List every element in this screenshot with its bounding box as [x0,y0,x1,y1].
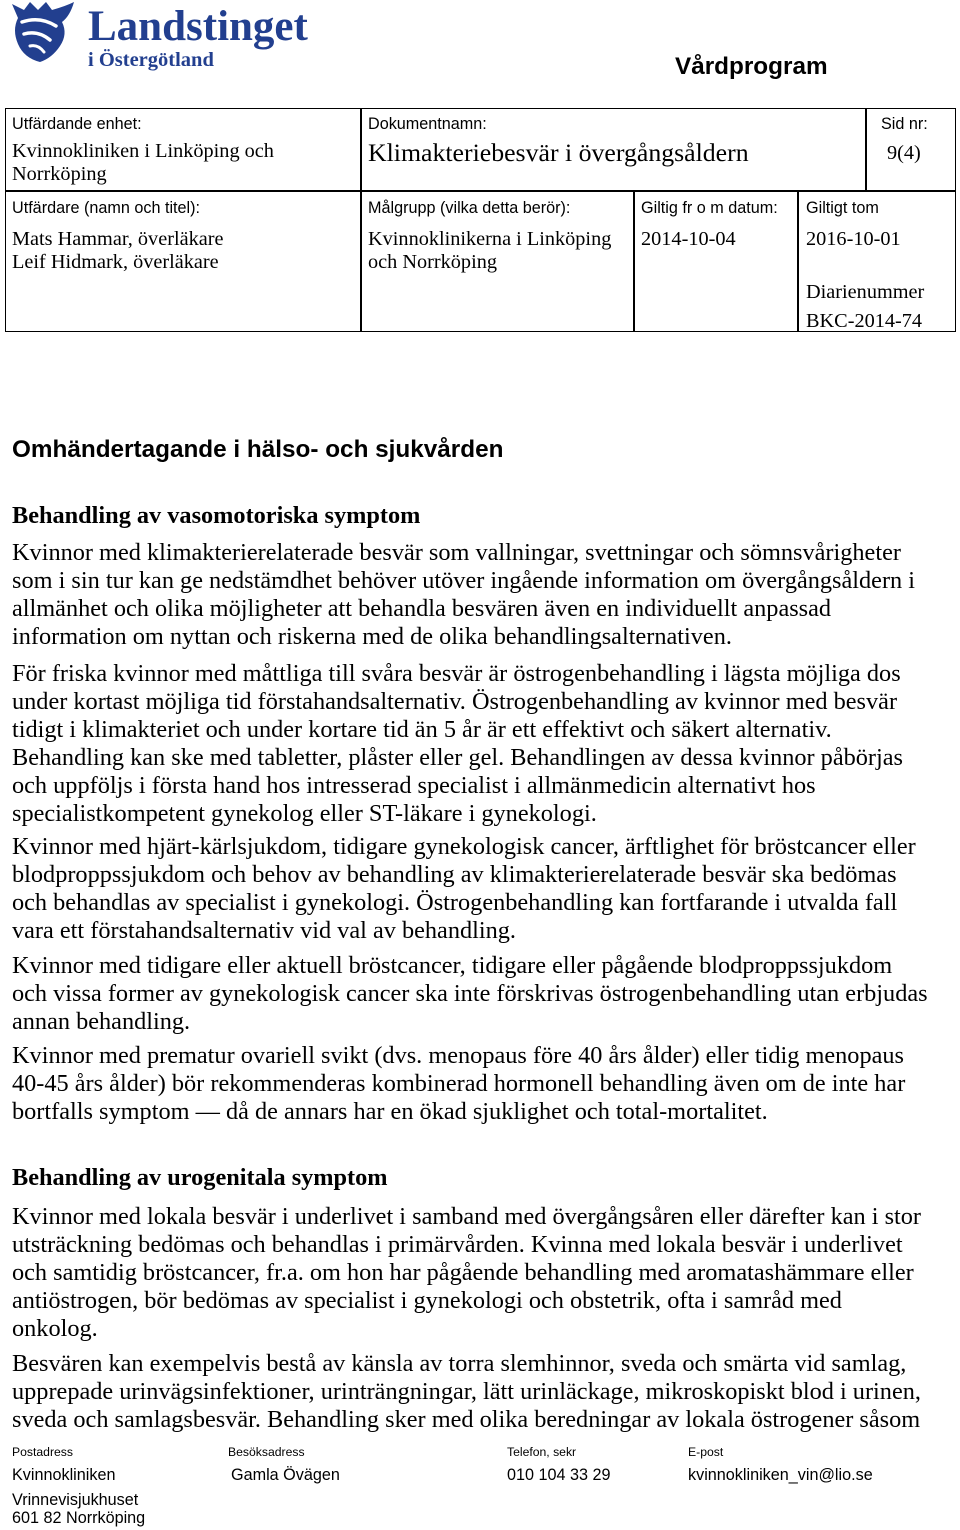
paragraph-line: Behandling kan ske med tabletter, plåster eller gel. Behandlingen av dessa kvinnor påbörjas [12,744,903,771]
visiting-address-label: Besöksadress [228,1445,305,1459]
audience-value: Kvinnoklinikerna i Linköping [368,227,612,250]
phone-value: 010 104 33 29 [507,1466,611,1484]
paragraph-line: utsträckning bedömas och behandlas i primärvården. Kvinna med lokala besvär i underlivet [12,1231,903,1258]
paragraph-line: bortfalls symptom — då de annars har en ökad sjuklighet och total-mortalitet. [12,1098,768,1125]
issuing-unit-label: Utfärdande enhet: [12,115,142,133]
postal-address-line: Vrinnevisjukhuset [12,1491,139,1509]
paragraph-line: under kortast möjliga tid förstahandsalternativ. Östrogenbehandling av kvinnor med besvär [12,688,898,715]
valid-to-date: 2016-10-01 [806,227,901,250]
paragraph [12,833,916,945]
paragraph-line: antiöstrogen, bör bedömas av specialist i gynekologi och obstetrik, ofta i samråd med [12,1287,842,1314]
header-cell-document-name [360,108,865,190]
postal-address-label: Postadress [12,1445,73,1459]
paragraph-line: Kvinnor med hjärt-kärlsjukdom, tidigare gynekologisk cancer, ärftlighet för bröstcancer eller [12,833,916,860]
issuer-value: Leif Hidmark, överläkare [12,250,219,273]
paragraph-line: och vissa former av gynekologisk cancer ska inte förskrivas östrogenbehandling utan erbjudas [12,980,928,1007]
paragraph-line: upprepade urinvägsinfektioner, urinträngningar, lätt urinläckage, mikroskopiskt blod i urinen, [12,1378,921,1405]
paragraph-line: Besvären kan exempelvis bestå av känsla av torra slemhinnor, sveda och smärta vid samlag, [12,1350,907,1377]
paragraph-line: vara ett förstahandsalternativ vid val av behandling. [12,917,516,944]
document-header-table [5,108,956,332]
page-footer [0,1440,960,1530]
paragraph-line: allmänhet och olika möjligheter att behandla besvären även en individuellt anpassad [12,595,832,622]
paragraph-line: Kvinnor med lokala besvär i underlivet i samband med övergångsåren eller därefter kan i stor [12,1203,922,1230]
header-cell-valid-to [797,190,956,332]
paragraph-line: och uppföljs i första hand hos intresserad specialist i allmänmedicin alternativt hos [12,772,816,799]
audience-label: Målgrupp (vilka detta berör): [368,199,571,217]
phone-label: Telefon, sekr [507,1445,577,1459]
valid-from-label: Giltig fr o m datum: [641,199,778,217]
visiting-address-value: Gamla Övägen [231,1466,340,1484]
paragraph-line: och behandlas av specialist i gynekologi. Östrogenbehandling kan fortfarande i utvalda fall [12,889,898,916]
document-type-title: Vårdprogram [675,53,828,80]
valid-from-date: 2014-10-04 [641,227,736,250]
valid-to-label: Giltigt tom [806,199,879,217]
registry-number-value: BKC-2014-74 [806,309,923,332]
paragraph-line: För friska kvinnor med måttliga till svåra besvär är östrogenbehandling i lägsta möjliga dos [12,660,901,687]
paragraph-line: och samtidig bröstcancer, fr.a. om hon har pågående behandling med aromatashämmare eller [12,1259,914,1286]
page-number-label: Sid nr: [881,115,928,133]
paragraph-line: information om nyttan och riskerna med de olika behandlingsalternativen. [12,623,732,650]
header-cell-issuer [5,190,360,332]
email-label: E-post [688,1445,724,1459]
paragraph-line: specialistkompetent gynekolog eller ST-läkare i gynekologi. [12,800,597,827]
paragraph-line: tidigt i klimakteriet och under kortare tid än 5 år är ett effektivt och säkert alternativ. [12,716,832,743]
issuing-unit-value: Kvinnokliniken i Linköping och [12,139,274,162]
logo-region-text: i Östergötland [88,49,214,71]
subsection-heading: Behandling av urogenitala symptom [12,1164,388,1191]
paragraph-line: 40-45 års ålder) bör rekommenderas kombinerad hormonell behandling även om de inte har [12,1070,906,1097]
paragraph-line: blodproppssjukdom och behov av behandling av klimakterierelaterade besvär ska bedömas [12,861,897,888]
paragraph [12,952,928,1036]
email-value: kvinnokliniken_vin@lio.se [688,1466,873,1484]
header-cell-issuing-unit [5,108,360,190]
document-name-value: Klimakteriebesvär i övergångsåldern [368,138,749,167]
issuer-label: Utfärdare (namn och titel): [12,199,201,217]
document-name-label: Dokumentnamn: [368,115,487,133]
postal-address-line: 601 82 Norrköping [12,1509,146,1527]
paragraph [12,660,903,828]
page-number-value: 9(4) [887,141,921,164]
landstinget-emblem-icon [10,0,76,64]
organization-logo [0,0,320,78]
header-cell-page-number [865,108,956,190]
section-title: Omhändertagande i hälso- och sjukvården [12,436,504,463]
audience-value: och Norrköping [368,250,497,273]
postal-address-line: Kvinnokliniken [12,1466,116,1484]
paragraph-line: Kvinnor med prematur ovariell svikt (dvs. menopaus före 40 års ålder) eller tidig menopaus [12,1042,904,1069]
header-cell-audience [360,190,633,332]
paragraph-line: sveda och samlagsbesvär. Behandling sker med olika beredningar av lokala östrogener såsom [12,1406,921,1433]
paragraph [12,1042,905,1126]
subsection-heading: Behandling av vasomotoriska symptom [12,502,421,529]
paragraph [12,1350,921,1434]
registry-number-label: Diarienummer [806,280,925,303]
paragraph-line: Kvinnor med klimakterierelaterade besvär som vallningar, svettningar och sömnsvårigheter [12,539,901,566]
issuing-unit-value: Norrköping [12,162,107,185]
issuer-value: Mats Hammar, överläkare [12,227,224,250]
paragraph-line: annan behandling. [12,1008,191,1035]
paragraph-line: onkolog. [12,1315,98,1342]
logo-wordmark: Landstinget [88,3,308,50]
paragraph-line: som i sin tur kan ge nedstämdhet behöver utöver ingående information om övergångsåldern i [12,567,916,594]
header-cell-valid-from [633,190,797,332]
paragraph [12,539,915,651]
paragraph [12,1203,921,1343]
paragraph-line: Kvinnor med tidigare eller aktuell bröstcancer, tidigare eller pågående blodproppssjukdom [12,952,893,979]
